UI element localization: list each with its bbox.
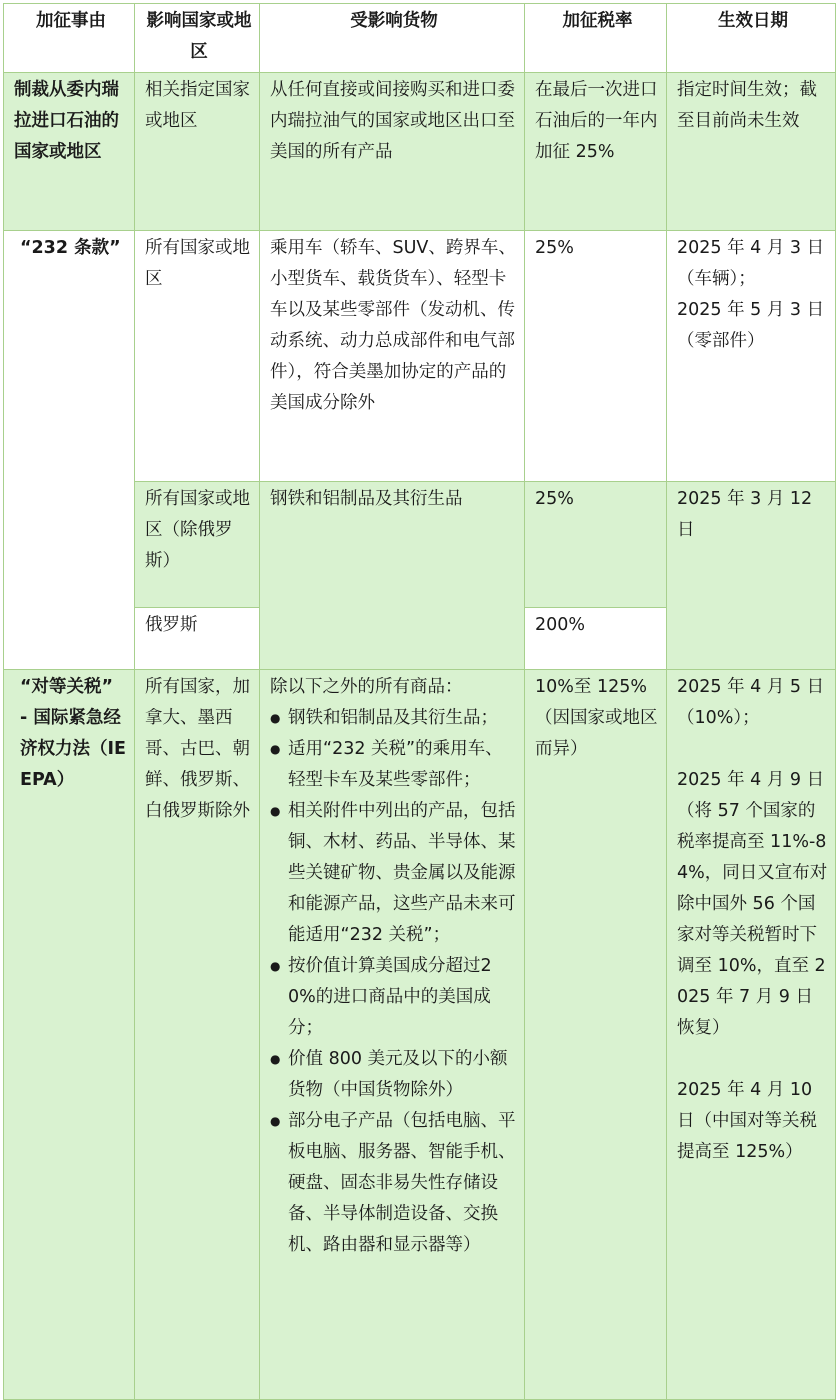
- list-item: ● 部分电子产品（包括电脑、平板电脑、服务器、智能手机、硬盘、固态非易失性存储设备、半导体制造设备、交换机、路由器和显示器等）: [270, 1106, 518, 1261]
- row5-reason: [4, 670, 135, 1400]
- row3-goods: 钢铁和铝制品及其衍生品: [260, 482, 525, 670]
- row5-goods-intro: 除以下之外的所有商品：: [270, 677, 463, 697]
- row5-reason-title: “对等关税”: [20, 677, 114, 697]
- row5-date: [667, 670, 836, 1400]
- row5-date-2: 2025 年 4 月 9 日（将 57 个国家的税率提高至 11%-84%，同日又宣布对除中国外 56 个国家对等关税暂时下调至 10%，直至 2025 年 7 月 9 日恢复）: [677, 770, 828, 1038]
- row1-reason: 制裁从委内瑞拉进口石油的国家或地区: [4, 73, 135, 231]
- row2-goods: 乘用车（轿车、SUV、跨界车、小型货车、载货货车）、轻型卡车以及某些零部件（发动机、传动系统、动力总成部件和电气部件），符合美墨加协定的产品的美国成分除外: [260, 231, 525, 482]
- tariff-table: [3, 3, 836, 1400]
- list-item: ● 钢铁和铝制品及其衍生品；: [270, 703, 518, 734]
- header-region: 影响国家或地区: [135, 4, 260, 73]
- row2-date: [667, 231, 836, 482]
- list-item: ● 按价值计算美国成分超过20%的进口商品中的美国成分；: [270, 951, 518, 1044]
- table-row: [4, 231, 836, 482]
- header-date: 生效日期: [667, 4, 836, 73]
- table-row: [4, 73, 836, 231]
- row2-rate: 25%: [525, 231, 667, 482]
- row5-date-3: 2025 年 4 月 10 日（中国对等关税提高至 125%）: [677, 1080, 817, 1162]
- header-rate: 加征税率: [525, 4, 667, 73]
- row3-date: 2025 年 3 月 12 日: [667, 482, 836, 670]
- row2-date-parts: 2025 年 5 月 3 日（零部件）: [677, 300, 825, 351]
- list-item: ● 相关附件中列出的产品，包括铜、木材、药品、半导体、某些关键矿物、贵金属以及能源和能源产品，这些产品未来可能适用“232 关税”；: [270, 796, 518, 951]
- header-goods: 受影响货物: [260, 4, 525, 73]
- row5-reason-law: - 国际紧急经济权力法（IEEPA）: [20, 708, 126, 790]
- row1-region: 相关指定国家或地区: [135, 73, 260, 231]
- row5-date-1: 2025 年 4 月 5 日（10%）；: [677, 677, 825, 728]
- row3-region: 所有国家或地区（除俄罗斯）: [135, 482, 260, 608]
- row1-rate: 在最后一次进口石油后的一年内加征 25%: [525, 73, 667, 231]
- list-item: ● 价值 800 美元及以下的小额货物（中国货物除外）: [270, 1044, 518, 1106]
- header-row: [4, 4, 836, 73]
- row2-reason: “232 条款”: [4, 231, 135, 670]
- row5-goods: [260, 670, 525, 1400]
- row2-region: 所有国家或地区: [135, 231, 260, 482]
- row4-region: 俄罗斯: [135, 608, 260, 670]
- table-row: [4, 670, 836, 1400]
- row5-goods-list: [270, 703, 518, 1261]
- row3-rate: 25%: [525, 482, 667, 608]
- row4-rate: 200%: [525, 608, 667, 670]
- row1-date: 指定时间生效；截至目前尚未生效: [667, 73, 836, 231]
- header-reason: 加征事由: [4, 4, 135, 73]
- row2-date-vehicles: 2025 年 4 月 3 日（车辆）；: [677, 238, 825, 289]
- row5-region: 所有国家，加拿大、墨西哥、古巴、朝鲜、俄罗斯、白俄罗斯除外: [135, 670, 260, 1400]
- row5-rate: 10%至 125%（因国家或地区而异）: [525, 670, 667, 1400]
- row1-goods: 从任何直接或间接购买和进口委内瑞拉油气的国家或地区出口至美国的所有产品: [260, 73, 525, 231]
- list-item: ● 适用“232 关税”的乘用车、轻型卡车及某些零部件；: [270, 734, 518, 796]
